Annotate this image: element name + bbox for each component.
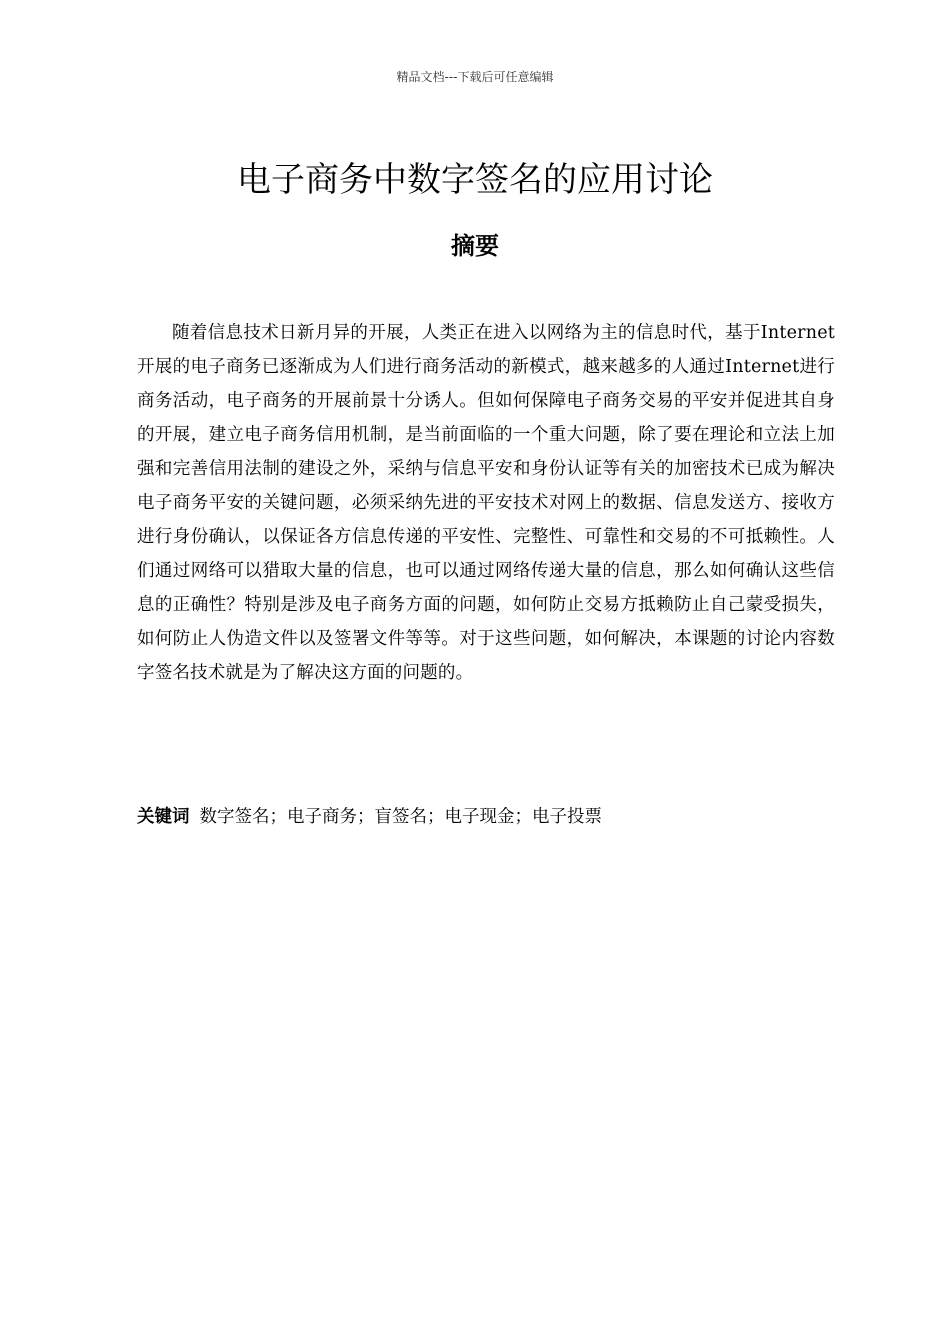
keywords-line [137,800,835,834]
abstract-body: 随着信息技术日新月异的开展，人类正在进入以网络为主的信息时代，基于Internet开展的电子商务已逐渐成为人们进行商务活动的新模式，越来越多的人通过Internet进行商务活动，电子商务的开展前景十分诱人。但如何保障电子商务交易的平安并促进其自身的开展，建立电子商务信用机制，是当前面临的一个重大问题，除了要在理论和立法上加强和完善信用法制的建设之外，采纳与信息平安和身份认证等有关的加密技术已成为解决电子商务平安的关键问题，必须采纳先进的平安技术对网上的数据、信息发送方、接收方进行身份确认，以保证各方信息传递的平安性、完整性、可靠性和交易的不可抵赖性。人们通过网络可以猎取大量的信息，也可以通过网络传递大量的信息，那么如何确认这些信息的正确性？特别是涉及电子商务方面的问题，如何防止交易方抵赖防止自己蒙受损失，如何防止人伪造文件以及签署文件等等。对于这些问题，如何解决，本课题的讨论内容数字签名技术就是为了解决这方面的问题的。 [137,323,835,683]
document-title: 电子商务中数字签名的应用讨论 [237,160,713,200]
header-note: 精品文档---下载后可任意编辑 [396,70,554,84]
keywords-value: 数字签名；电子商务；盲签名；电子现金；电子投票 [199,807,602,827]
abstract-heading: 摘要 [451,232,499,260]
keywords-label: 关键词 [137,807,190,827]
